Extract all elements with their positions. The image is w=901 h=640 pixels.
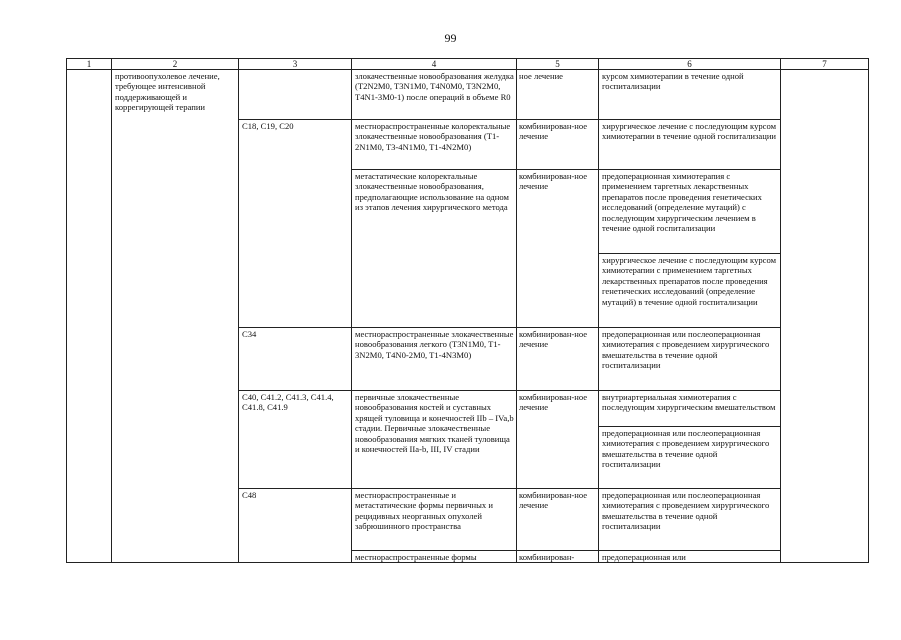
- page-number: 99: [444, 31, 457, 45]
- method-cell: предоперационная химиотерапия с применением таргетных лекарственных препаратов после проведения генетических исследований (определение мутаций) с последующим хирургическим лечением в течение одной госпитализации: [599, 170, 781, 254]
- table-row: [67, 70, 869, 120]
- method-cell: предоперационная или послеоперационная химиотерапия с проведением хирургического вмешательства в течение одной госпитализации: [599, 328, 781, 391]
- method-cell: курсом химиотерапии в течение одной госпитализации: [599, 70, 781, 120]
- method-cell: предоперационная или: [599, 551, 781, 563]
- header-cell: 2: [112, 59, 239, 70]
- method-cell: внутриартериальная химиотерапия с последующим хирургическим вмешательством: [599, 391, 781, 427]
- diagnosis-cell: местнораспространенные и метастатические формы первичных и рецидивных неорганных опухолей забрюшинного пространства: [352, 489, 517, 551]
- col1-cell: [67, 70, 112, 563]
- header-cell: 3: [239, 59, 352, 70]
- header-cell: 4: [352, 59, 517, 70]
- col2-cell: противоопухолевое лечение, требующее интенсивной поддерживающей и коррегирующей терапии: [112, 70, 239, 563]
- treatment-type-cell: комбинирован-: [517, 551, 599, 563]
- treatment-type-cell: комбинирован-ное лечение: [517, 170, 599, 328]
- method-cell: хирургическое лечение с последующим курсом химиотерапии в течение одной госпитализации: [599, 120, 781, 170]
- method-cell: хирургическое лечение с последующим курсом химиотерапии с применением таргетных лекарственных препаратов после проведения генетических исследований (определение мутаций) в течение одной госпитализации: [599, 254, 781, 328]
- header-cell: 1: [67, 59, 112, 70]
- header-cell: 6: [599, 59, 781, 70]
- diagnosis-cell: злокачественные новообразования желудка (T2N2M0, T3N1M0, T4N0M0, T3N2M0, T4N1-3M0-1) после операций в объеме R0: [352, 70, 517, 120]
- treatment-type-cell: комбинирован-ное лечение: [517, 489, 599, 551]
- treatment-type-cell: ное лечение: [517, 70, 599, 120]
- method-cell: предоперационная или послеоперационная химиотерапия с проведением хирургического вмешательства в течение одной госпитализации: [599, 489, 781, 551]
- codes-cell: C18, C19, C20: [239, 120, 352, 328]
- header-cell: 7: [781, 59, 869, 70]
- treatment-type-cell: комбинирован-ное лечение: [517, 120, 599, 170]
- diagnosis-cell: первичные злокачественные новообразования костей и суставных хрящей туловища и конечностей IIb – IVa,b стадии. Первичные злокачественные новообразования мягких тканей туловища и конечностей IIa-b, III, IV стадии: [352, 391, 517, 489]
- diagnosis-cell: местнораспространенные злокачественные новообразования легкого (T3N1M0, T1-3N2M0, T4N0-2M0, T1-4N3M0): [352, 328, 517, 391]
- codes-cell: [239, 70, 352, 120]
- treatment-table: [66, 58, 869, 563]
- diagnosis-cell: местнораспространенные колоректальные злокачественные новообразования (T1-2N1M0, T3-4N1M0, T1-4N2M0): [352, 120, 517, 170]
- diagnosis-cell: метастатические колоректальные злокачественные новообразования, предполагающие использование на одном из этапов лечения хирургического метода: [352, 170, 517, 328]
- treatment-type-cell: комбинирован-ное лечение: [517, 328, 599, 391]
- codes-cell: C40, C41.2, C41.3, C41.4, C41.8, C41.9: [239, 391, 352, 489]
- header-row: [67, 59, 869, 70]
- codes-cell: C34: [239, 328, 352, 391]
- header-cell: 5: [517, 59, 599, 70]
- col7-cell: [781, 70, 869, 563]
- codes-cell: C48: [239, 489, 352, 563]
- method-cell: предоперационная или послеоперационная химиотерапия с проведением хирургического вмешательства в течение одной госпитализации: [599, 427, 781, 489]
- diagnosis-cell: местнораспространенные формы: [352, 551, 517, 563]
- treatment-type-cell: комбинирован-ное лечение: [517, 391, 599, 489]
